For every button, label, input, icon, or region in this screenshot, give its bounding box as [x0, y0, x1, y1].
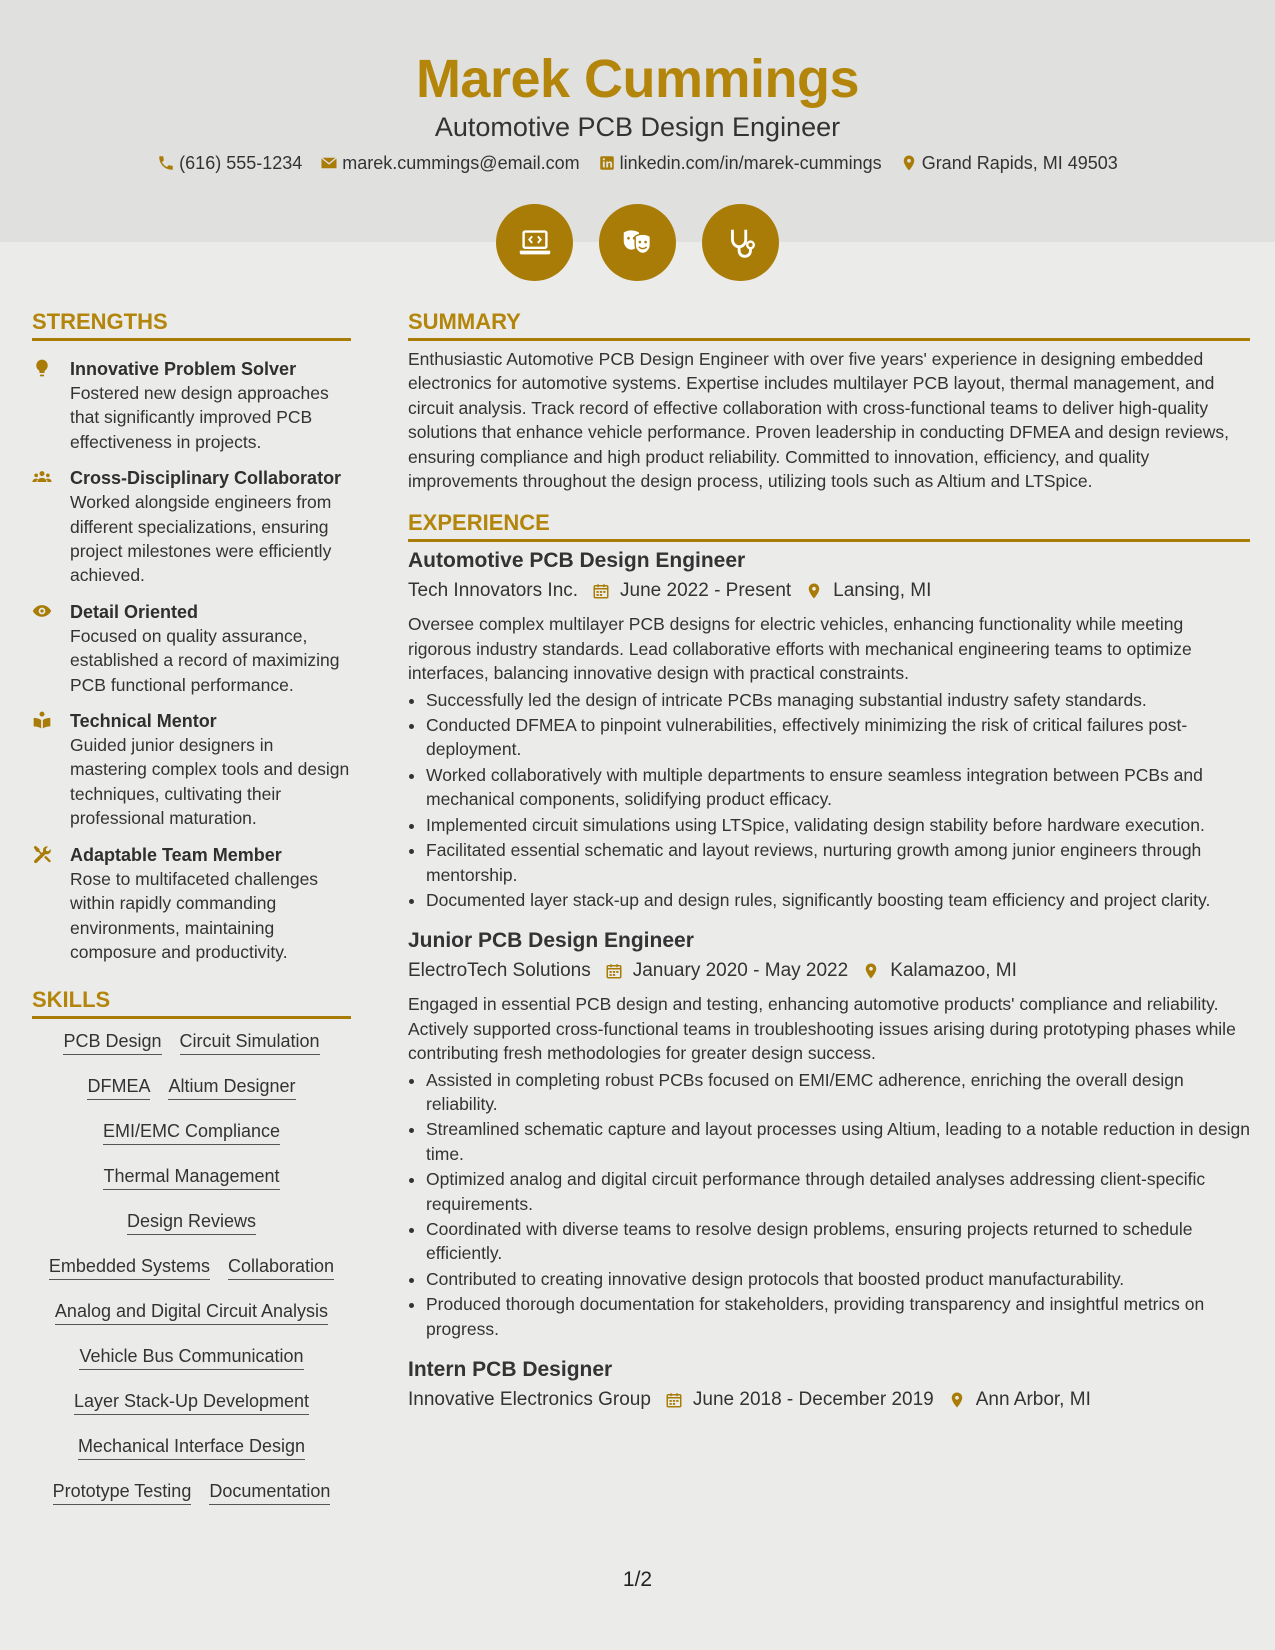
- strength-desc: Worked alongside engineers from different specializations, ensuring project milestones were efficiently achieved.: [70, 492, 332, 586]
- phone-icon: [157, 154, 175, 172]
- tools-icon: [32, 844, 52, 864]
- job-bullet: • Coordinated with diverse teams to resolve design problems, ensuring projects returned to schedule efficiently.: [426, 1217, 1250, 1266]
- job-location: Ann Arbor, MI: [975, 1389, 1091, 1410]
- laptop-code-icon: [516, 224, 554, 262]
- calendar-icon: [592, 582, 610, 600]
- calendar-icon: [665, 1391, 683, 1409]
- strength-item: [32, 843, 351, 965]
- stethoscope-icon: [722, 224, 760, 262]
- contact-email[interactable]: [320, 151, 579, 175]
- contact-location: [900, 151, 1118, 175]
- lightbulb-icon: [32, 358, 52, 378]
- job-meta: [408, 1385, 1250, 1415]
- skill-tag: Documentation: [209, 1479, 330, 1505]
- job-bullets: [408, 1068, 1250, 1341]
- skills-list: [32, 1029, 351, 1524]
- job-entry: [408, 1355, 1250, 1415]
- linkedin-text: linkedin.com/in/marek-cummings: [619, 153, 882, 173]
- skill-tag: Design Reviews: [127, 1209, 256, 1235]
- map-pin-icon: [948, 1391, 966, 1409]
- job-meta: [408, 576, 1250, 606]
- job-entry: [408, 926, 1250, 1341]
- badge-laptop: [496, 204, 573, 281]
- strength-item: [32, 709, 351, 831]
- job-bullet: • Successfully led the design of intricate PCBs managing substantial industry safety standards.: [426, 688, 1250, 712]
- job-location: Lansing, MI: [833, 580, 932, 602]
- job-title: Intern PCB Designer: [408, 1358, 613, 1381]
- envelope-icon: [320, 154, 338, 172]
- experience-heading: EXPERIENCE: [408, 509, 1250, 542]
- job-title: Automotive PCB Design Engineer: [408, 549, 746, 573]
- job-bullet: • Assisted in completing robust PCBs focused on EMI/EMC adherence, enriching the overall design reliability.: [426, 1068, 1250, 1117]
- job-description: Engaged in essential PCB design and testing, enhancing automotive products' compliance and reliability. Actively supported cross-functional teams in troubleshooting issues arising during prototyping phases while contributing fresh methodologies for greater design success.: [408, 994, 1236, 1064]
- map-pin-icon: [862, 962, 880, 980]
- badge-masks: [599, 204, 676, 281]
- skills-heading: SKILLS: [32, 986, 351, 1019]
- skill-tag: Analog and Digital Circuit Analysis: [55, 1299, 328, 1325]
- job-bullet: • Worked collaboratively with multiple departments to ensure seamless integration between PCBs and mechanical components, solidifying product efficacy.: [426, 763, 1250, 812]
- job-company: ElectroTech Solutions: [408, 960, 591, 982]
- skill-tag: Prototype Testing: [53, 1479, 192, 1505]
- job-bullet: • Conducted DFMEA to pinpoint vulnerabilities, effectively minimizing the risk of critical failures post-deployment.: [426, 713, 1250, 762]
- job-bullet: • Implemented circuit simulations using LTSpice, validating design stability before hardware execution.: [426, 813, 1250, 837]
- map-pin-icon: [900, 154, 918, 172]
- job-bullet: • Streamlined schematic capture and layout processes using Altium, leading to a notable reduction in design time.: [426, 1117, 1250, 1166]
- calendar-icon: [605, 962, 623, 980]
- strength-desc: Focused on quality assurance, established a record of maximizing PCB functional performance.: [70, 625, 340, 695]
- job-bullet: • Documented layer stack-up and design rules, significantly boosting team efficiency and project clarity.: [426, 888, 1250, 912]
- email-text: marek.cummings@email.com: [342, 153, 580, 173]
- summary-heading: SUMMARY: [408, 308, 1250, 341]
- location-text: Grand Rapids, MI 49503: [921, 153, 1118, 173]
- candidate-headline: Automotive PCB Design Engineer: [434, 112, 841, 142]
- linkedin-icon: [598, 154, 616, 172]
- skill-tag: DFMEA: [87, 1074, 150, 1100]
- book-reader-icon: [32, 710, 52, 730]
- left-column: [32, 308, 351, 1524]
- theater-masks-icon: [619, 224, 657, 262]
- users-icon: [32, 467, 52, 487]
- skill-tag: Thermal Management: [103, 1164, 279, 1190]
- job-dates: January 2020 - May 2022: [632, 960, 849, 982]
- job-company: Innovative Electronics Group: [408, 1389, 651, 1410]
- page-number: 1/2: [622, 1568, 653, 1591]
- strength-title: Innovative Problem Solver: [70, 359, 297, 379]
- job-dates: June 2022 - Present: [620, 580, 792, 602]
- strength-desc: Guided junior designers in mastering complex tools and design techniques, cultivating their professional maturation.: [70, 735, 350, 829]
- strength-item: [32, 466, 351, 588]
- skill-tag: Vehicle Bus Communication: [79, 1344, 303, 1370]
- badge-row: [0, 204, 1275, 281]
- summary-text: Enthusiastic Automotive PCB Design Engineer with over five years' experience in designing embedded electronics for automotive systems. Expertise includes multilayer PCB layout, thermal management, and circuit analysis. Track record of effective collaboration with cross-functional teams to deliver high-quality solutions that enhance vehicle performance. Proven leadership in conducting DFMEA and design reviews, ensuring compliance and high product reliability. Committed to innovation, efficiency, and quality improvements throughout the design process, utilizing tools such as Altium and LTSpice.: [408, 349, 1230, 492]
- job-meta: [408, 956, 1250, 986]
- strength-desc: Fostered new design approaches that significantly improved PCB effectiveness in projects.: [70, 383, 329, 452]
- job-description: Oversee complex multilayer PCB designs for electric vehicles, enhancing functionality while meeting rigorous industry standards. Lead collaborative efforts with mechanical engineering teams to optimize interfaces, balancing innovative design with practical constraints.: [408, 614, 1192, 684]
- contact-phone[interactable]: [157, 151, 302, 175]
- job-title: Junior PCB Design Engineer: [408, 929, 694, 953]
- candidate-name: Marek Cummings: [415, 49, 860, 109]
- job-bullet: • Produced thorough documentation for stakeholders, providing transparency and insightful metrics on progress.: [426, 1292, 1250, 1341]
- skill-tag: EMI/EMC Compliance: [103, 1119, 280, 1145]
- contact-linkedin[interactable]: [598, 151, 882, 175]
- strength-item: [32, 357, 351, 454]
- skill-tag: Embedded Systems: [49, 1254, 210, 1280]
- job-bullet: • Contributed to creating innovative design protocols that boosted product manufacturability.: [426, 1267, 1250, 1291]
- eye-icon: [32, 601, 52, 621]
- strength-desc: Rose to multifaceted challenges within rapidly commanding environments, maintaining composure and productivity.: [70, 868, 319, 962]
- job-location: Kalamazoo, MI: [890, 960, 1017, 982]
- skill-tag: Mechanical Interface Design: [78, 1434, 305, 1460]
- right-column: [408, 308, 1250, 1415]
- contact-bar: [0, 151, 1275, 175]
- job-bullets: [408, 688, 1250, 913]
- strength-title: Adaptable Team Member: [70, 844, 282, 865]
- strength-title: Technical Mentor: [70, 711, 217, 732]
- skill-tag: Circuit Simulation: [180, 1029, 320, 1055]
- badge-stethoscope: [702, 204, 779, 281]
- skill-tag: PCB Design: [63, 1029, 161, 1055]
- strength-title: Detail Oriented: [70, 601, 199, 622]
- skill-tag: Altium Designer: [168, 1074, 295, 1100]
- job-dates: June 2018 - December 2019: [692, 1389, 934, 1410]
- skill-tag: Layer Stack-Up Development: [74, 1389, 309, 1415]
- skill-tag: Collaboration: [228, 1254, 334, 1280]
- job-bullet: • Facilitated essential schematic and layout reviews, nurturing growth among junior engineers through mentorship.: [426, 838, 1250, 887]
- strengths-heading: STRENGTHS: [32, 308, 351, 341]
- job-company: Tech Innovators Inc.: [408, 580, 579, 602]
- strength-title: Cross-Disciplinary Collaborator: [70, 468, 342, 489]
- job-bullet: • Optimized analog and digital circuit performance through detailed analyses addressing client-specific requirements.: [426, 1167, 1250, 1216]
- strength-item: [32, 600, 351, 697]
- map-pin-icon: [805, 582, 823, 600]
- phone-text: (616) 555-1234: [179, 153, 303, 173]
- job-entry: [408, 546, 1250, 912]
